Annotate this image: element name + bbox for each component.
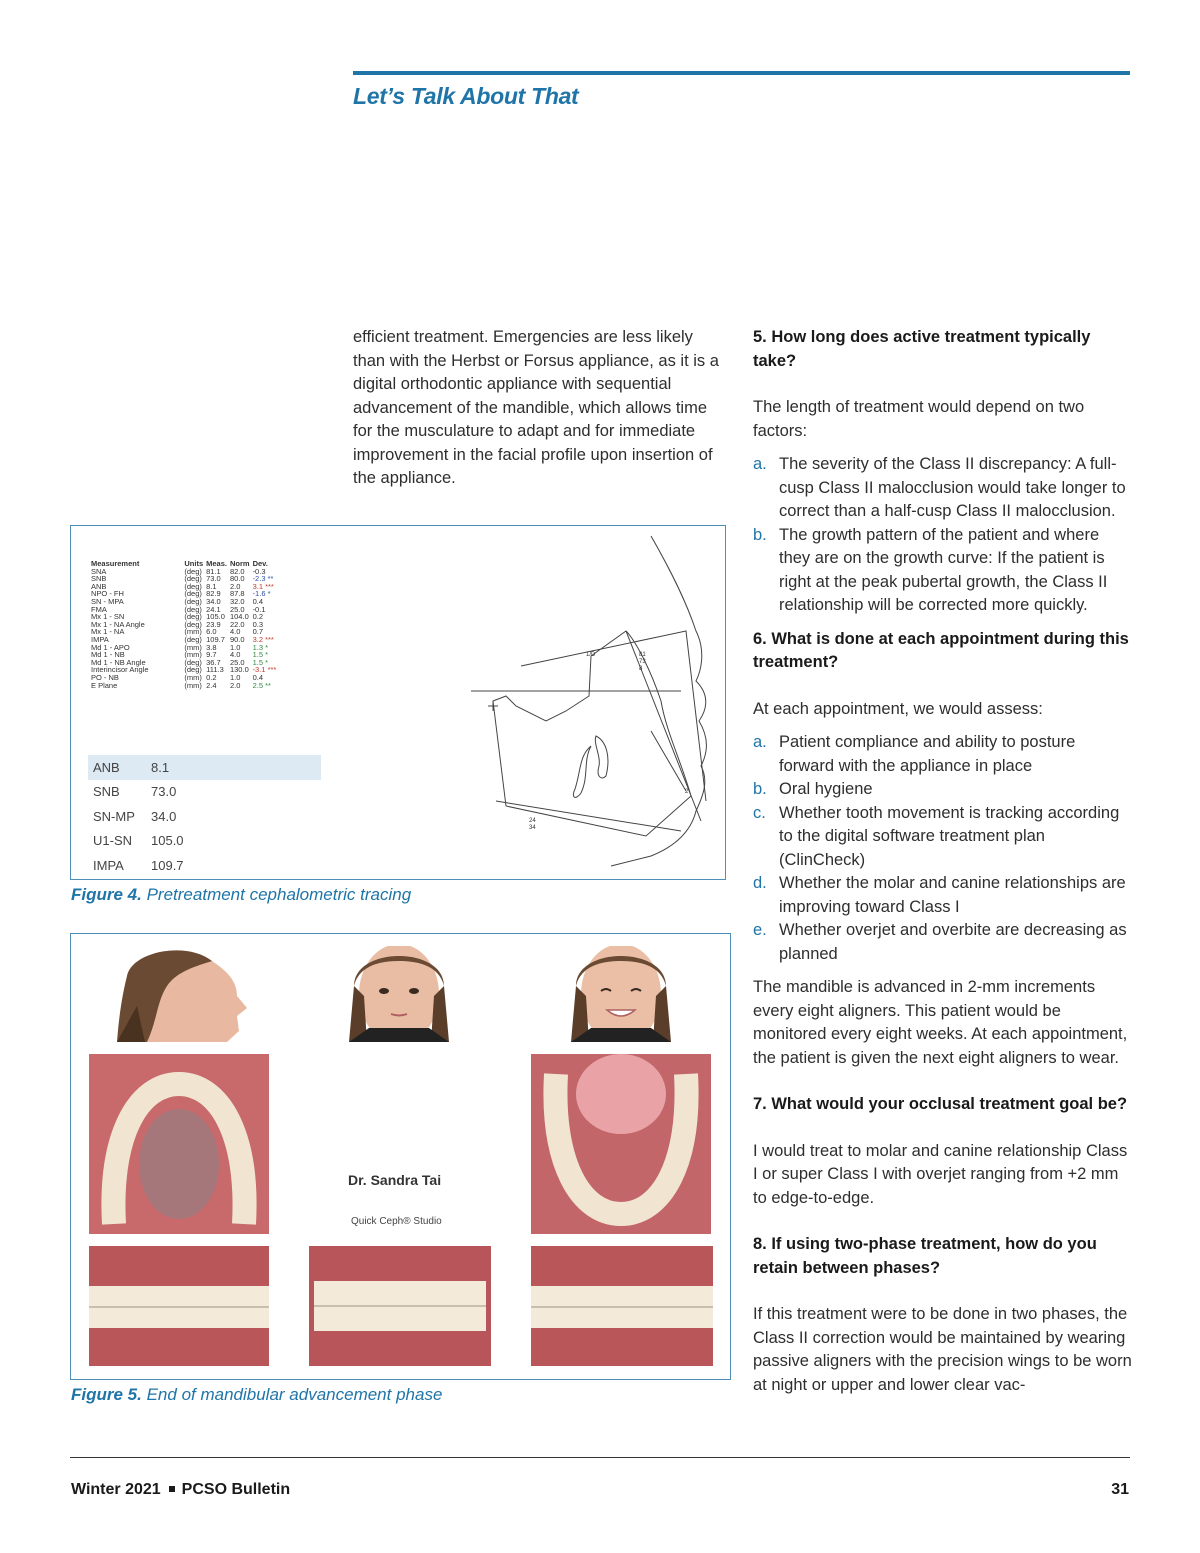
table-header-cell: Units — [184, 559, 204, 568]
table-cell: 25.0 — [229, 657, 245, 667]
table-cell: -3.1 *** — [252, 665, 277, 675]
table-cell: 73.0 — [206, 574, 221, 584]
list-item: a. Patient compliance and ability to posture forward with the appliance in place — [753, 733, 1076, 775]
table-cell: FMA — [91, 604, 107, 614]
table-header-cell: Norm — [229, 559, 250, 568]
table-cell: 6.0 — [206, 627, 217, 637]
section-title: Let’s Talk About That — [353, 83, 579, 109]
table-cell: 0.2 — [206, 672, 217, 682]
front-face-photo — [309, 946, 489, 1042]
table-cell: 2.0 — [229, 581, 241, 591]
table-cell: Md 1 - APO — [91, 642, 130, 652]
square-bullet-icon — [169, 1486, 175, 1492]
table-cell: (deg) — [184, 612, 202, 622]
table-cell: (deg) — [184, 665, 202, 675]
summary-row: U1-SN 105.0 — [93, 833, 184, 849]
table-cell: (mm) — [184, 627, 202, 637]
table-cell: 81.1 — [206, 566, 221, 576]
table-cell: (deg) — [184, 604, 202, 614]
table-cell: (deg) — [184, 574, 202, 584]
table-cell: 87.8 — [229, 589, 245, 599]
crosshair-icon — [488, 701, 498, 711]
table-cell: 22.0 — [229, 619, 245, 629]
table-cell: (deg) — [184, 581, 202, 591]
sn-line — [521, 631, 706, 801]
credit-studio: Quick Ceph® Studio — [351, 1216, 442, 1227]
list-item: c. Whether tooth movement is tracking according to the digital software treatment plan (ClinCheck) — [753, 803, 1120, 869]
table-cell: 130.0 — [229, 665, 249, 675]
table-cell: 0.4 — [252, 596, 263, 606]
table-cell: IMPA — [91, 634, 109, 644]
table-cell: 0.2 — [252, 612, 263, 622]
tracing-label: 1/D — [586, 652, 596, 658]
table-cell: 3.2 *** — [252, 634, 274, 644]
soft-tissue-profile — [611, 536, 706, 866]
profile-photo — [87, 946, 267, 1042]
question-8: 8. If using two-phase treatment, how do you retain between phases? — [753, 1235, 1097, 1277]
tracing-label: 8 — [639, 666, 643, 672]
list-item: e. Whether overjet and overbite are decreasing as planned — [753, 921, 1127, 963]
table-cell: (deg) — [184, 657, 202, 667]
question-5-list — [753, 453, 1133, 618]
question-5-intro: The length of treatment would depend on two factors: — [753, 398, 1085, 440]
tracing-label: 24 — [529, 818, 536, 824]
right-buccal-photo — [89, 1246, 269, 1366]
footer-publication: Winter 2021 PCSO Bulletin — [71, 1481, 291, 1498]
table-cell: 2.0 — [229, 680, 241, 690]
question-7-answer: I would treat to molar and canine relationship Class I or super Class I with overjet ranging from +2 mm to edge-to-edge. — [753, 1141, 1128, 1207]
table-cell: 0.3 — [252, 619, 263, 629]
table-cell: 111.3 — [206, 665, 224, 675]
table-cell: Mx 1 - NA — [91, 627, 125, 637]
list-item: d. Whether the molar and canine relationships are improving toward Class I — [753, 874, 1126, 916]
table-cell: -0.3 — [252, 566, 266, 576]
table-cell: (mm) — [184, 650, 202, 660]
credit-name: Dr. Sandra Tai — [348, 1172, 442, 1188]
table-cell: (deg) — [184, 589, 202, 599]
table-row — [91, 682, 279, 690]
figure-5-caption: Figure 5. End of mandibular advancement phase — [71, 1385, 443, 1404]
table-cell: Md 1 - NB — [91, 650, 125, 660]
table-cell: SNB — [91, 574, 107, 584]
question-7: 7. What would your occlusal treatment goal be? — [753, 1095, 1128, 1113]
table-cell: 109.7 — [206, 634, 225, 644]
table-cell: 90.0 — [229, 634, 245, 644]
question-8-answer: If this treatment were to be done in two phases, the Class II correction would be maintained by wearing passive aligners with the precision wings to be worn at night or upper and lower clear vac- — [753, 1305, 1132, 1394]
tracing-label: 81 — [639, 652, 646, 658]
table-cell: 3.1 *** — [252, 581, 274, 591]
table-cell: 36.7 — [206, 657, 221, 667]
summary-row: SNB 73.0 — [93, 784, 177, 800]
table-cell: 25.0 — [229, 604, 245, 614]
table-cell: NPO - FH — [91, 589, 124, 599]
ceph-summary-list — [88, 755, 321, 878]
summary-row: SN-MP 34.0 — [93, 808, 177, 824]
upper-occlusal-photo — [89, 1054, 269, 1234]
table-cell: Md 1 - NB Angle — [91, 657, 146, 667]
figure-5 — [70, 933, 731, 1380]
table-cell: 32.0 — [229, 596, 245, 606]
list-item: b. Oral hygiene — [753, 780, 873, 798]
left-column-paragraph: efficient treatment. Emergencies are less likely than with the Herbst or Forsus appliance, as it is a digital orthodontic appliance with sequential advancement of the mandible, which allows time for the musculature to adapt and for immediate improvement in the facial profile upon insertion of the appliance. — [353, 328, 719, 487]
table-cell: Interincisor Angle — [91, 665, 149, 675]
tooth-outline — [595, 736, 608, 778]
table-cell: ANB — [91, 581, 107, 591]
table-cell: SNA — [91, 566, 107, 576]
table-cell: 24.1 — [206, 604, 221, 614]
table-cell: (mm) — [184, 680, 202, 690]
table-header-cell: Dev. — [252, 559, 268, 568]
table-cell: (deg) — [184, 634, 202, 644]
header-rule — [353, 71, 1130, 75]
table-cell: -2.3 ** — [252, 574, 274, 584]
mandibular-plane — [496, 801, 681, 831]
table-body — [91, 568, 279, 690]
table-cell: PO - NB — [91, 672, 119, 682]
table-cell: 4.0 — [229, 627, 241, 637]
summary-row: IMPA 109.7 — [93, 857, 184, 873]
tracing-label: 34 — [529, 825, 536, 831]
molar-outline — [573, 746, 591, 797]
list-item: b. The growth pattern of the patient and where they are on the growth curve: If the patient is right at the peak pubertal growth, the Class II relationship will be corrected more quickly. — [753, 525, 1108, 614]
tracing-label: 73 — [639, 659, 646, 665]
table-cell: 1.0 — [229, 642, 241, 652]
table-cell: E Plane — [91, 680, 118, 690]
table-cell: Mx 1 - SN — [91, 612, 125, 622]
frontal-occlusion-photo — [309, 1246, 491, 1366]
table-cell: 82.0 — [229, 566, 245, 576]
table-cell: 82.9 — [206, 589, 221, 599]
table-cell: (deg) — [184, 566, 202, 576]
tracing-label: 2 — [685, 789, 689, 795]
summary-row: ANB 8.1 — [88, 755, 321, 780]
table-cell: (deg) — [184, 619, 202, 629]
table-header-cell: Measurement — [91, 559, 140, 568]
table-cell: 2.5 ** — [252, 680, 271, 690]
footer-rule — [70, 1457, 1130, 1458]
ceph-measurement-table — [91, 560, 279, 689]
question-5: 5. How long does active treatment typically take? — [753, 328, 1091, 370]
smile-photo — [531, 946, 711, 1042]
table-cell: (mm) — [184, 672, 202, 682]
table-cell: SN - MPA — [91, 596, 124, 606]
figure-4 — [70, 525, 726, 880]
table-cell: 1.3 * — [252, 642, 268, 652]
question-6-followup: The mandible is advanced in 2-mm increments every eight aligners. This patient would be monitored every eight weeks. At each appointment, the patient is given the next eight aligners to wear. — [753, 978, 1128, 1067]
table-cell: -0.1 — [252, 604, 266, 614]
table-cell: 0.7 — [252, 627, 263, 637]
table-cell: 105.0 — [206, 612, 225, 622]
figure-4-caption: Figure 4. Pretreatment cephalometric tracing — [71, 885, 412, 904]
question-6: 6. What is done at each appointment during this treatment? — [753, 629, 1129, 671]
table-cell: 104.0 — [229, 612, 249, 622]
table-cell: 9.7 — [206, 650, 217, 660]
right-column — [753, 326, 1133, 1397]
lower-occlusal-photo — [531, 1054, 711, 1234]
left-buccal-photo — [531, 1246, 713, 1366]
table-cell: 34.0 — [206, 596, 221, 606]
table-cell: 0.4 — [252, 672, 263, 682]
question-6-list — [753, 731, 1133, 966]
table-cell: Mx 1 - NA Angle — [91, 619, 145, 629]
question-6-intro: At each appointment, we would assess: — [753, 699, 1043, 718]
table-cell: -1.6 * — [252, 589, 271, 599]
table-cell: 1.5 * — [252, 650, 268, 660]
list-item: a. The severity of the Class II discrepancy: A full-cusp Class II malocclusion would take longer to correct than a half-cusp Class II malocclusion. — [753, 455, 1126, 520]
table-cell: 3.8 — [206, 642, 217, 652]
table-header-cell: Meas. — [206, 559, 227, 568]
table-cell: 1.5 * — [252, 657, 268, 667]
table-cell: 8.1 — [206, 581, 217, 591]
table-cell: (deg) — [184, 596, 202, 606]
table-cell: 23.9 — [206, 619, 221, 629]
table-cell: 4.0 — [229, 650, 241, 660]
table-cell: 2.4 — [206, 680, 217, 690]
page-number: 31 — [1111, 1481, 1129, 1498]
cephalometric-tracing — [471, 531, 721, 871]
table-cell: 80.0 — [229, 574, 245, 584]
table-cell: 1.0 — [229, 672, 241, 682]
table-cell: (mm) — [184, 642, 202, 652]
